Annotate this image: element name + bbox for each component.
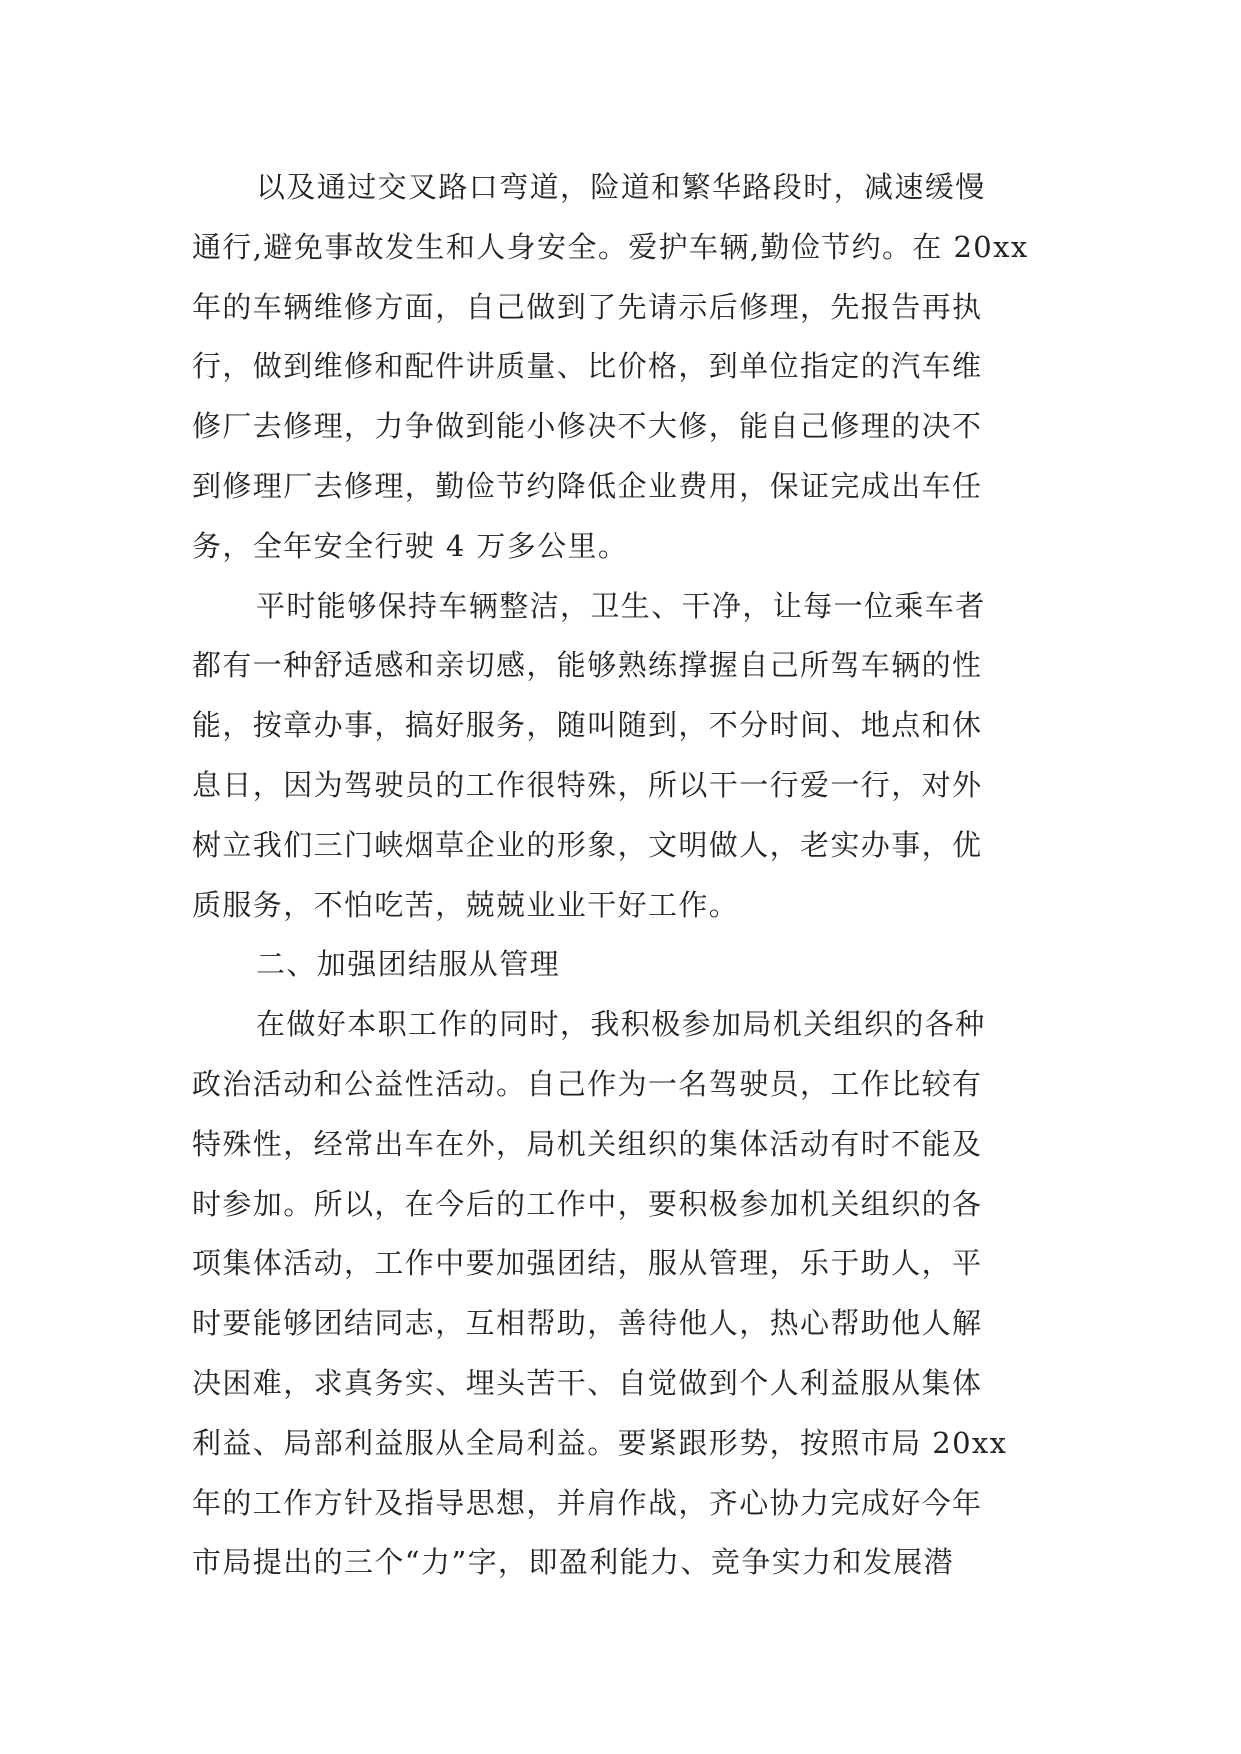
text-line: 行，做到维修和配件讲质量、比价格，到单位指定的汽车维 <box>192 349 983 384</box>
text-line: 项集体活动，工作中要加强团结，服从管理，乐于助人，平 <box>192 1246 983 1281</box>
text-line: 政治活动和公益性活动。自己作为一名驾驶员，工作比较有 <box>192 1066 983 1101</box>
text-line: 特殊性，经常出车在外，局机关组织的集体活动有时不能及 <box>192 1126 983 1161</box>
text-line: 都有一种舒适感和亲切感，能够熟练撑握自己所驾车辆的性 <box>192 648 983 683</box>
text-line: 树立我们三门峡烟草企业的形象，文明做人，老实办事，优 <box>192 827 983 862</box>
section-heading: 二、加强团结服从管理 <box>256 947 561 982</box>
text-line: 利益、局部利益服从全局利益。要紧跟形势，按照市局 20xx <box>192 1425 1008 1460</box>
text-line: 修厂去修理，力争做到能小修决不大修，能自己修理的决不 <box>192 409 983 444</box>
document-body <box>192 158 1052 1593</box>
text-line: 时参加。所以，在今后的工作中，要积极参加机关组织的各 <box>192 1186 983 1221</box>
text-line: 通行,避免事故发生和人身安全。爱护车辆,勤俭节约。在 20xx <box>192 229 1029 264</box>
text-line: 年的车辆维修方面，自己做到了先请示后修理，先报告再执 <box>192 289 983 324</box>
text-line: 市局提出的三个“力”字，即盈利能力、竞争实力和发展潜 <box>192 1545 955 1580</box>
text-line: 在做好本职工作的同时，我积极参加局机关组织的各种 <box>256 1007 986 1042</box>
text-line: 时要能够团结同志，互相帮助，善待他人，热心帮助他人解 <box>192 1306 983 1341</box>
text-line: 年的工作方针及指导思想，并肩作战，齐心协力完成好今年 <box>192 1485 983 1520</box>
text-line: 决困难，求真务实、埋头苦干、自觉做到个人利益服从集体 <box>192 1365 983 1400</box>
text-line: 能，按章办事，搞好服务，随叫随到，不分时间、地点和休 <box>192 708 983 743</box>
text-line: 息日，因为驾驶员的工作很特殊，所以干一行爱一行，对外 <box>192 767 983 802</box>
text-line: 平时能够保持车辆整洁，卫生、干净，让每一位乘车者 <box>256 588 986 623</box>
text-line: 到修理厂去修理，勤俭节约降低企业费用，保证完成出车任 <box>192 468 983 503</box>
text-line: 质服务，不怕吃苦，兢兢业业干好工作。 <box>192 887 740 922</box>
text-line: 以及通过交叉路口弯道，险道和繁华路段时，减速缓慢 <box>256 170 986 204</box>
text-line: 务，全年安全行驶 4 万多公里。 <box>192 528 629 563</box>
